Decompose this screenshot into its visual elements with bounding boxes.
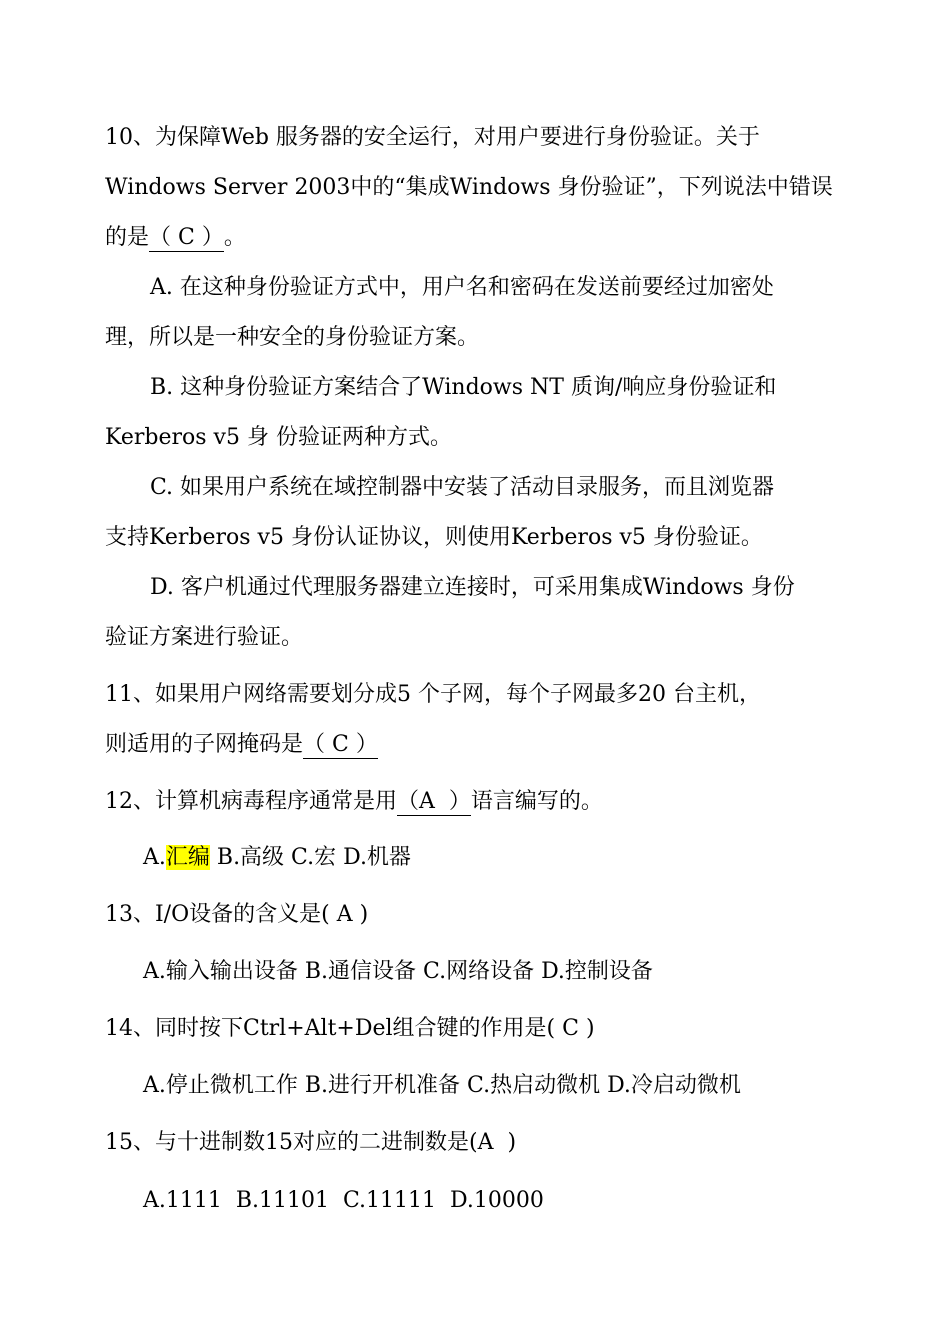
q10-stem-line-2: Windows Server 2003中的“集成Windows 身份验证”，下列说法中错误 [105, 175, 833, 200]
q10-option-c-line-1: C. 如果用户系统在域控制器中安装了活动目录服务，而且浏览器 [150, 475, 775, 500]
q12-option-a-label: A. [143, 845, 166, 870]
q12-stem [105, 787, 603, 817]
q11-stem-line-2 [105, 730, 378, 760]
q12-options-rest: B.高级 C.宏 D.机器 [209, 845, 411, 870]
q10-option-d-line-2: 验证方案进行验证。 [105, 625, 304, 650]
q10-answer: （ C ） [149, 225, 224, 250]
q13-options: A.输入输出设备 B.通信设备 C.网络设备 D.控制设备 [143, 959, 653, 984]
q15-stem: 15、与十进制数15对应的二进制数是(A ) [105, 1130, 517, 1155]
q12-option-a-highlighted: 汇编 [165, 845, 210, 870]
q10-stem-suffix: 。 [223, 225, 246, 250]
q12-stem-prefix: 12、计算机病毒程序通常是用 [105, 789, 397, 814]
q11-answer: （ C ） [303, 732, 378, 757]
q14-options: A.停止微机工作 B.进行开机准备 C.热启动微机 D.冷启动微机 [143, 1073, 741, 1098]
q13-stem: 13、I/O设备的含义是( A ) [105, 902, 369, 927]
q14-stem: 14、同时按下Ctrl+Alt+Del组合键的作用是( C ) [105, 1016, 595, 1041]
q10-stem-line-1: 10、为保障Web 服务器的安全运行，对用户要进行身份验证。关于 [105, 125, 760, 150]
q12-answer: （A ） [397, 789, 471, 814]
q10-option-b-line-2: Kerberos v5 身 份验证两种方式。 [105, 425, 452, 450]
q15-options: A.1111 B.11101 C.11111 D.10000 [143, 1188, 544, 1213]
q10-option-b-line-1: B. 这种身份验证方案结合了Windows NT 质询/响应身份验证和 [150, 375, 777, 400]
q10-option-c-line-2: 支持Kerberos v5 身份认证协议，则使用Kerberos v5 身份验证。 [105, 525, 763, 550]
q10-option-a-line-1: A. 在这种身份验证方式中，用户名和密码在发送前要经过加密处 [150, 275, 774, 300]
q12-options [143, 843, 411, 873]
q10-option-d-line-1: D. 客户机通过代理服务器建立连接时，可采用集成Windows 身份 [150, 575, 795, 600]
q10-option-a-line-2: 理，所以是一种安全的身份验证方案。 [105, 325, 480, 350]
q10-stem-prefix: 的是 [105, 225, 150, 250]
q11-stem-prefix: 则适用的子网掩码是 [105, 732, 304, 757]
q12-stem-suffix: 语言编写的。 [470, 789, 603, 814]
q10-stem-line-3 [105, 223, 246, 253]
q11-stem-line-1: 11、如果用户网络需要划分成5 个子网，每个子网最多20 台主机， [105, 682, 761, 707]
